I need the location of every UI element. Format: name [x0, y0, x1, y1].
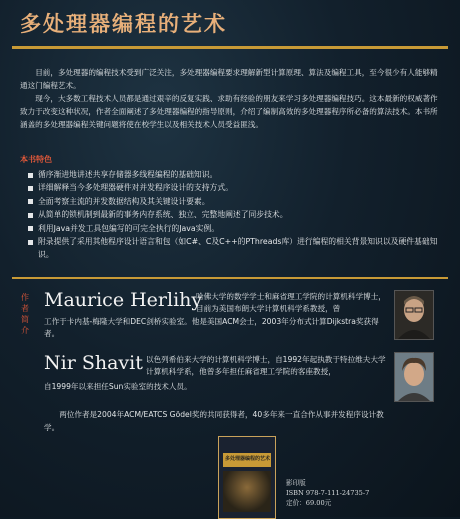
author-name: Maurice Herlihy — [44, 289, 203, 311]
tag-char: 作 — [21, 293, 29, 302]
edition-label: 影印版 — [286, 479, 306, 487]
isbn-label: ISBN 978-7-111-24735-7 — [286, 489, 370, 497]
tag-char: 简 — [21, 315, 29, 324]
price-label: 定价：69.00元 — [286, 499, 332, 507]
list-item — [28, 208, 440, 221]
square-bullet-icon — [28, 226, 33, 231]
author-bio: 自1999年以来担任Sun实验室的技术人员。 — [44, 382, 192, 391]
title-divider — [12, 46, 448, 49]
page-title: 多处理器编程的艺术 — [20, 11, 227, 36]
authors-closing-text: 两位作者是2004年ACM/EATCS Gödel奖的共同获得者，40多年来一直合作从事并发程序设计教学。 — [44, 410, 384, 432]
square-bullet-icon — [28, 199, 33, 204]
portrait-icon — [395, 353, 433, 401]
book-cover-image — [218, 436, 276, 519]
feature-text: 利用Java并发工具包编写的可完全执行的Java实例。 — [38, 223, 220, 233]
intro-section — [20, 66, 440, 131]
list-item — [28, 222, 440, 235]
square-bullet-icon — [28, 173, 33, 178]
tag-char: 介 — [21, 326, 29, 335]
list-item — [28, 168, 440, 181]
feature-text: 附录提供了采用其他程序设计语言和包（如C#、C及C++的PThreads库）进行编程的相关背景知识以及硬件基础知识。 — [38, 237, 438, 260]
author-bio: 哈佛大学的数学学士和麻省理工学院的计算机科学博士，目前为美国布朗大学计算机科学系教授，曾 — [196, 292, 386, 314]
portrait-icon — [395, 291, 433, 339]
publication-info — [286, 478, 369, 508]
feature-text: 从简单的锁机制到最新的事务内存系统、独立、完整地阐述了同步技术。 — [38, 210, 288, 220]
author-photo — [394, 290, 434, 340]
list-item — [28, 195, 440, 208]
cover-art — [223, 471, 271, 512]
list-item — [28, 235, 440, 262]
author-bio: 工作于卡内基-梅隆大学和DEC剑桥实验室。他是美国ACM会士，2003年分布式计算Dijkstra奖获得者。 — [44, 317, 379, 339]
feature-text: 全面考察主流的并发数据结构及其关键设计要素。 — [38, 196, 210, 206]
square-bullet-icon — [28, 186, 33, 191]
square-bullet-icon — [28, 213, 33, 218]
author-name: Nir Shavit — [44, 352, 143, 374]
author-bio: 以色列希伯来大学的计算机科学博士，自1992年起执教于特拉维夫大学计算机科学系，他曾多年担任麻省理工学院的客座教授， — [146, 355, 386, 377]
author-photo — [394, 352, 434, 402]
cover-title: 多处理器编程的艺术 — [225, 456, 271, 462]
authors-section-tag — [18, 292, 32, 336]
features-heading: 本书特色 — [20, 155, 52, 164]
feature-text: 详细解释当今多处理器硬件对并发程序设计的支持方式。 — [38, 183, 233, 193]
intro-paragraph: 现今，大多数工程技术人员都是通过艰辛的反复实践、求助有经验的朋友来学习多处理器编程技巧。这本最新的权威著作致力于改变这种状况，作者全面阐述了多处理器编程的指导原则，介绍了编制高效的多处理器程序所必备的算法技术。本书所涵盖的多处理器编程关键问题将使在校学生以及相关技术人员受益匪浅。 — [20, 94, 438, 129]
tag-char: 者 — [21, 304, 29, 313]
features-list — [28, 168, 440, 262]
intro-paragraph: 目前，多处理器的编程技术受到广泛关注，多处理器编程要求理解新型计算原理、算法及编程工具，至今很少有人能够精通这门编程艺术。 — [20, 68, 438, 90]
square-bullet-icon — [28, 240, 33, 245]
list-item — [28, 181, 440, 194]
feature-text: 循序渐进地讲述共享存储器多线程编程的基础知识。 — [38, 170, 218, 179]
section-divider — [12, 277, 448, 279]
